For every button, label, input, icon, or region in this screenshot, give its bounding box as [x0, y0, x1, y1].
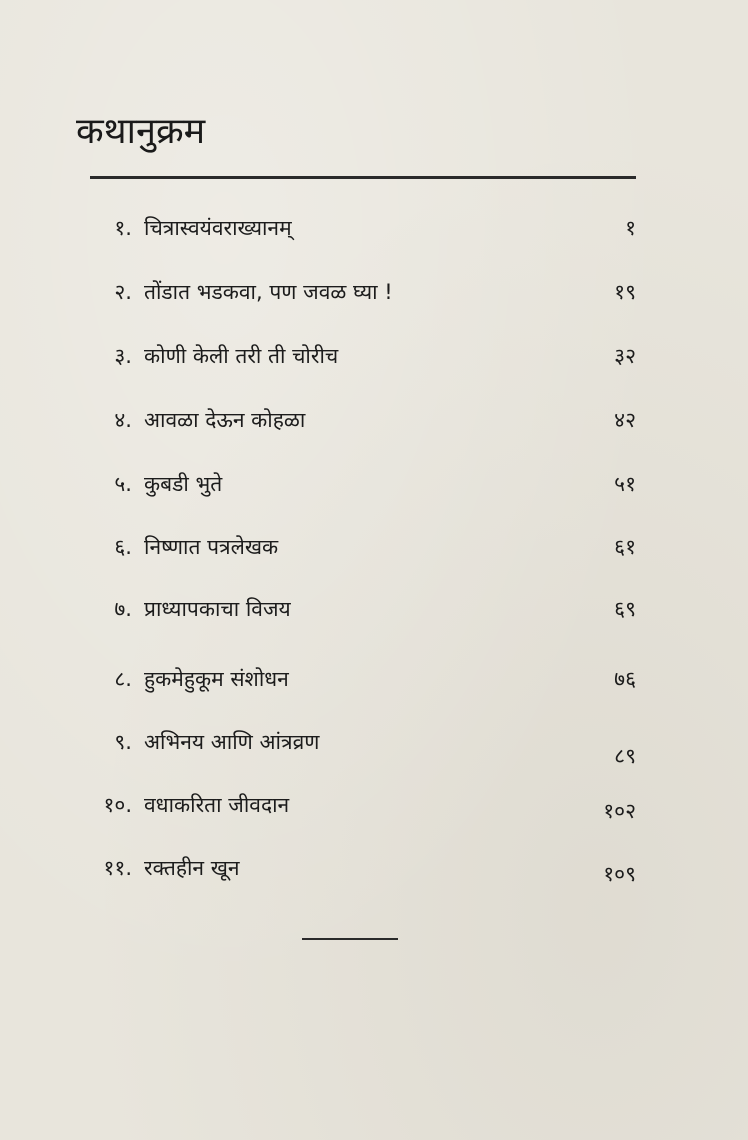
toc-entry-title: निष्णात पत्रलेखक [144, 535, 279, 559]
toc-entry-title: कोणी केली तरी ती चोरीच [144, 344, 339, 368]
toc-entry [0, 659, 748, 699]
toc-entry-number: १०. [103, 793, 132, 817]
toc-entry-page: ४२ [614, 408, 636, 432]
toc-entry-number: ५. [114, 472, 132, 496]
toc-entry-title: कुबडी भुते [144, 472, 223, 496]
toc-entry-page: ७६ [614, 667, 636, 691]
toc-entry-number: ९. [114, 730, 132, 754]
toc-entry-title: आवळा देऊन कोहळा [144, 408, 306, 432]
toc-entry-page: ६९ [614, 597, 636, 621]
toc-entry [0, 589, 748, 629]
toc-entry [0, 722, 748, 768]
toc-entry-page: ५१ [614, 472, 636, 496]
page-title: कथानुक्रम [76, 111, 206, 152]
toc-entry-title: वधाकरिता जीवदान [144, 793, 290, 817]
toc-entry [0, 785, 748, 825]
toc-entry-page: ३२ [614, 344, 636, 368]
title-divider [90, 176, 636, 179]
toc-entry-number: ४. [114, 408, 132, 432]
toc-entry-title: रक्तहीन खून [144, 856, 240, 880]
toc-entry-page: १०२ [603, 799, 636, 823]
toc-entry-page: १ [625, 216, 636, 240]
toc-entry-number: ७. [114, 597, 132, 621]
toc-entry-number: ८. [114, 667, 132, 691]
toc-entry [0, 464, 748, 504]
toc-entry-page: ६१ [614, 535, 636, 559]
end-divider [302, 938, 398, 940]
toc-entry-page: १०९ [603, 862, 636, 886]
toc-entry [0, 527, 748, 567]
toc-entry-page: १९ [614, 280, 636, 304]
toc-entry [0, 400, 748, 440]
toc-entry-title: चित्रास्वयंवराख्यानम् [144, 216, 292, 240]
toc-entry-number: ३. [114, 344, 132, 368]
toc-entry-title: प्राध्यापकाचा विजय [144, 597, 291, 621]
toc-entry-title: तोंडात भडकवा, पण जवळ घ्या ! [144, 280, 393, 304]
toc-entry [0, 208, 748, 248]
toc-entry [0, 272, 748, 312]
toc-entry [0, 336, 748, 376]
toc-entry-title: अभिनय आणि आंत्रव्रण [144, 730, 320, 754]
toc-entry-page: ८९ [614, 744, 636, 768]
toc-entry-title: हुकमेहुकूम संशोधन [144, 667, 289, 691]
toc-entry-number: ११. [103, 856, 132, 880]
toc-entry-number: २. [114, 280, 132, 304]
toc-entry-number: ६. [114, 535, 132, 559]
toc-entry [0, 848, 748, 888]
toc-entry-number: १. [114, 216, 132, 240]
